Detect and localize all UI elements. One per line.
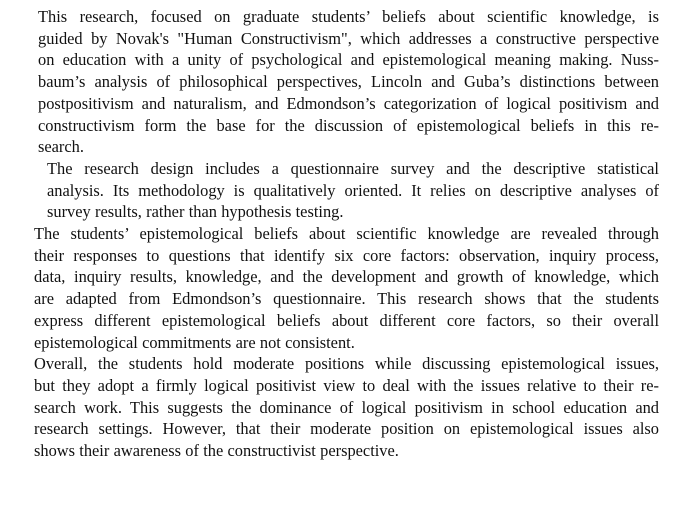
text-line: shows their awareness of the constructivist perspective. — [34, 441, 399, 461]
text-line: The research design includes a questionnaire survey and the descriptive statistical — [47, 158, 659, 178]
text-line: survey results, rather than hypothesis testing. — [47, 202, 344, 222]
text-line: are adapted from Edmondson’s questionnaire. This research shows that the students — [34, 289, 659, 309]
paragraph-research-design — [9, 158, 659, 223]
text-line: This research, focused on graduate students’ beliefs about scientific knowledge, is — [38, 7, 659, 26]
text-line: their responses to questions that identify six core factors: observation, inquiry process, — [34, 245, 659, 265]
text-line: Overall, the students hold moderate positions while discussing epistemological issues, — [34, 354, 659, 374]
text-line: but they adopt a firmly logical positivist view to deal with the issues relative to their re- — [34, 375, 659, 395]
text-line: on education with a unity of psychological and epistemological meaning making. Nuss- — [38, 50, 659, 70]
paragraph-student-beliefs — [9, 223, 659, 353]
text-line: guided by Novak's "Human Constructivism", which addresses a constructive perspective — [38, 28, 659, 48]
text-line: express different epistemological beliefs about different core factors, so their overall — [34, 310, 659, 330]
paragraph-conclusion — [9, 353, 659, 462]
text-line: epistemological commitments are not consistent. — [34, 332, 355, 352]
document-body — [9, 6, 659, 462]
text-line: search work. This suggests the dominance of logical positivism in school education and — [34, 397, 659, 417]
paragraph-research-focus — [9, 6, 659, 158]
text-line: analysis. Its methodology is qualitatively oriented. It relies on descriptive analyses of — [47, 180, 659, 200]
text-line: constructivism form the base for the discussion of epistemological beliefs in this re- — [38, 115, 659, 135]
text-line: postpositivism and naturalism, and Edmondson’s categorization of logical positivism and — [38, 93, 659, 113]
text-line: search. — [38, 137, 84, 157]
text-line: baum’s analysis of philosophical perspectives, Lincoln and Guba’s distinctions between — [38, 72, 659, 92]
text-line: The students’ epistemological beliefs about scientific knowledge are revealed through — [34, 224, 659, 244]
text-line: research settings. However, that their moderate position on epistemological issues also — [34, 419, 659, 439]
text-line: data, inquiry results, knowledge, and the development and growth of knowledge, which — [34, 267, 659, 287]
